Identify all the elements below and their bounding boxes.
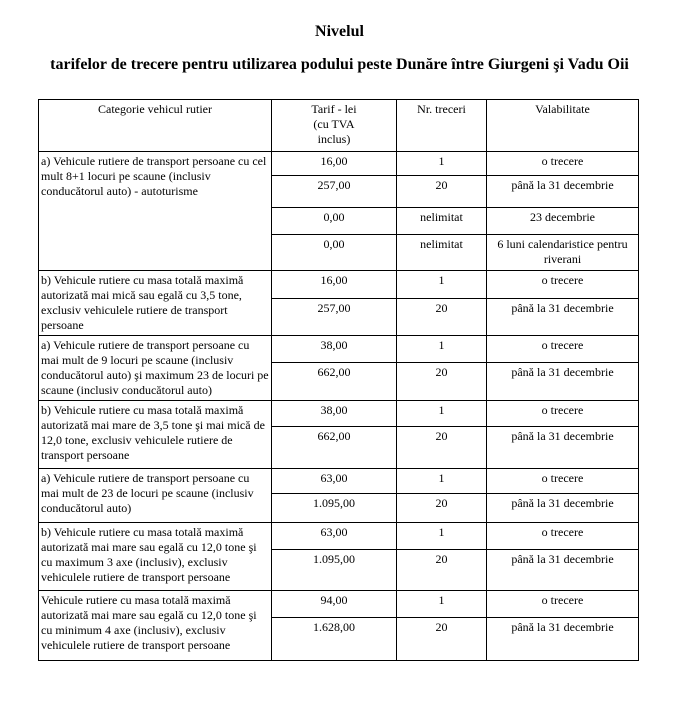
valabilitate-cell: o trecere [487, 401, 639, 427]
valabilitate-cell: până la 31 decembrie [487, 176, 639, 208]
table-row [39, 591, 639, 618]
category-cell: b) Vehicule rutiere cu masa totală maximă autorizată mai mare sau egală cu 12,0 tone şi cu maximum 3 axe (inclusiv), exclusiv vehiculele rutiere de transport persoane [39, 523, 272, 591]
valabilitate-cell: o trecere [487, 523, 639, 550]
tarif-cell: 257,00 [272, 299, 397, 336]
valabilitate-cell: 6 luni calendaristice pentru riverani [487, 235, 639, 271]
treceri-cell: 20 [397, 299, 487, 336]
table-row [39, 152, 639, 176]
valabilitate-cell: până la 31 decembrie [487, 618, 639, 661]
category-cell: a) Vehicule rutiere de transport persoane cu mai mult de 23 de locuri pe scaune (inclusiv conducătorul auto) [39, 469, 272, 523]
tarif-cell: 63,00 [272, 469, 397, 494]
header-treceri: Nr. treceri [397, 100, 487, 152]
table-row [39, 469, 639, 494]
treceri-cell: 1 [397, 469, 487, 494]
table-row [39, 523, 639, 550]
tarif-cell: 38,00 [272, 336, 397, 363]
valabilitate-cell: o trecere [487, 271, 639, 299]
header-tarif-line2: (cu TVA [313, 117, 355, 131]
category-cell: Vehicule rutiere cu masa totală maximă autorizată mai mare sau egală cu 12,0 tone şi cu minimum 4 axe (inclusiv), exclusiv vehiculele rutiere de transport persoane [39, 591, 272, 661]
valabilitate-cell: o trecere [487, 591, 639, 618]
document-subtitle: tarifelor de trecere pentru utilizarea podului peste Dunăre între Giurgeni şi Vadu Oii [50, 56, 629, 73]
valabilitate-cell: până la 31 decembrie [487, 550, 639, 591]
valabilitate-cell: până la 31 decembrie [487, 299, 639, 336]
header-category: Categorie vehicul rutier [39, 100, 272, 152]
treceri-cell: 20 [397, 176, 487, 208]
treceri-cell: 20 [397, 494, 487, 523]
treceri-cell: 1 [397, 336, 487, 363]
tarif-cell: 0,00 [272, 208, 397, 235]
valabilitate-cell: până la 31 decembrie [487, 427, 639, 469]
tarif-cell: 16,00 [272, 271, 397, 299]
category-cell: a) Vehicule rutiere de transport persoane cu mai mult de 9 locuri pe scaune (inclusiv conducătorul auto) şi maximum 23 de locuri pe scaune (inclusiv conducătorul auto) [39, 336, 272, 401]
category-cell: b) Vehicule rutiere cu masa totală maximă autorizată mai mică sau egală cu 3,5 tone, exclusiv vehiculele rutiere de transport persoane [39, 271, 272, 336]
treceri-cell: 20 [397, 363, 487, 401]
treceri-cell: 1 [397, 523, 487, 550]
tarif-cell: 1.095,00 [272, 494, 397, 523]
treceri-cell: 20 [397, 550, 487, 591]
tarif-cell: 0,00 [272, 235, 397, 271]
category-cell: b) Vehicule rutiere cu masa totală maximă autorizată mai mare de 3,5 tone şi mai mică de 12,0 tone, exclusiv vehiculele rutiere de transport persoane [39, 401, 272, 469]
header-tarif-line3: inclus) [317, 132, 351, 146]
tarif-cell: 662,00 [272, 363, 397, 401]
treceri-cell: 1 [397, 591, 487, 618]
valabilitate-cell: până la 31 decembrie [487, 494, 639, 523]
table-row [39, 336, 639, 363]
tarif-cell: 257,00 [272, 176, 397, 208]
header-tarif [272, 100, 397, 152]
tarif-cell: 1.095,00 [272, 550, 397, 591]
header-row [39, 100, 639, 152]
valabilitate-cell: o trecere [487, 152, 639, 176]
treceri-cell: 20 [397, 427, 487, 469]
treceri-cell: 20 [397, 618, 487, 661]
document-title: Nivelul [315, 23, 364, 40]
header-tarif-line1: Tarif - lei [311, 102, 357, 116]
treceri-cell: nelimitat [397, 208, 487, 235]
tarif-cell: 1.628,00 [272, 618, 397, 661]
valabilitate-cell: 23 decembrie [487, 208, 639, 235]
treceri-cell: 1 [397, 152, 487, 176]
tarif-cell: 63,00 [272, 523, 397, 550]
valabilitate-cell: o trecere [487, 336, 639, 363]
valabilitate-cell: o trecere [487, 469, 639, 494]
table-row [39, 401, 639, 427]
table-row [39, 271, 639, 299]
treceri-cell: nelimitat [397, 235, 487, 271]
treceri-cell: 1 [397, 271, 487, 299]
tariff-table [38, 99, 639, 661]
category-cell: a) Vehicule rutiere de transport persoane cu cel mult 8+1 locuri pe scaune (inclusiv conducătorul auto) - autoturisme [39, 152, 272, 271]
valabilitate-cell: până la 31 decembrie [487, 363, 639, 401]
tarif-cell: 38,00 [272, 401, 397, 427]
header-valabilitate: Valabilitate [487, 100, 639, 152]
treceri-cell: 1 [397, 401, 487, 427]
tarif-cell: 662,00 [272, 427, 397, 469]
tarif-cell: 16,00 [272, 152, 397, 176]
tarif-cell: 94,00 [272, 591, 397, 618]
